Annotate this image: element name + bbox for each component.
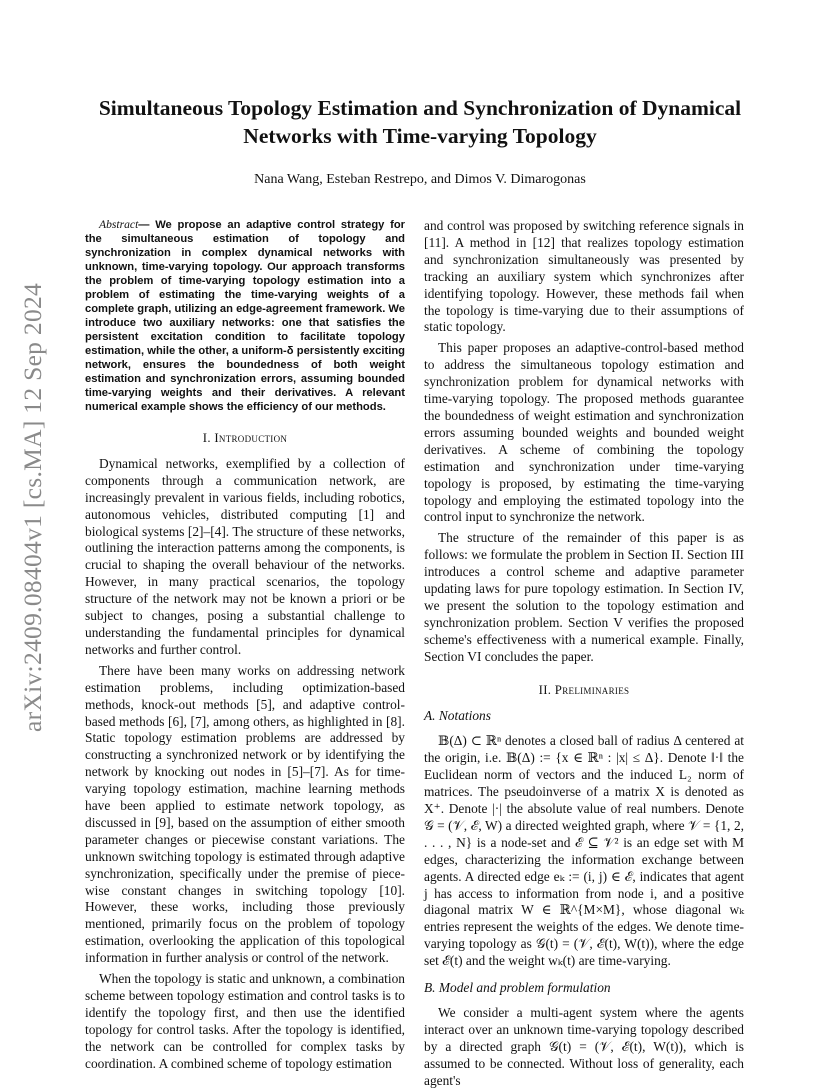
intro-paragraph-6: The structure of the remainder of this paper is as follows: we formulate the problem in Section II. Section III introduces a control scheme and adaptive parameter updating laws for pure topology estimation. In Section IV, we present the solution to the topology estimation and synchronization problem. Section V verifies the proposed scheme's effectiveness with a numerical example. Finally, Section VI concludes the paper.	[424, 530, 744, 664]
intro-paragraph-4: and control was proposed by switching reference signals in [11]. A method in [12] that realizes topology estimation and synchronization simultaneously was presented by tracking an auxiliary system which synchronizes after identifying topology. However, these methods fail when the topology is time-varying due to their assumptions of static topology.	[424, 218, 744, 335]
right-column	[424, 218, 744, 1090]
abstract-dash: —	[138, 219, 156, 231]
left-column	[85, 218, 405, 1073]
subsection-heading-model: B. Model and problem formulation	[424, 980, 611, 996]
arxiv-identifier-text: arXiv:2409.08404v1 [cs.MA] 12 Sep 2024	[18, 282, 47, 732]
paper-authors: Nana Wang, Esteban Restrepo, and Dimos V. Dimarogonas	[254, 172, 586, 187]
arxiv-identifier-stamp	[14, 280, 54, 740]
section-heading-preliminaries: II. Preliminaries	[538, 682, 630, 697]
abstract-label: Abstract	[99, 218, 139, 231]
paper-title: Simultaneous Topology Estimation and Synchronization of Dynamical Networks with Time-varying Topology	[98, 96, 742, 148]
subsection-heading-notations: A. Notations	[424, 708, 491, 724]
abstract	[85, 218, 405, 414]
intro-paragraph-3: When the topology is static and unknown, a combination scheme between topology estimation and control tasks is to identify the topology first, and then use the identified topology for control tasks. After the topology is identified, the network can be controlled for complex tasks by coordination. A combined scheme of topology estimation	[85, 971, 405, 1071]
model-paragraph: We consider a multi-agent system where the agents interact over an unknown time-varying topology described by a directed graph 𝒢(t) = (𝒱, ℰ(t), W(t)), which is assumed to be connected. Without loss of generality, each agent's	[424, 1004, 744, 1088]
notations-paragraph: 𝔹(Δ) ⊂ ℝⁿ denotes a closed ball of radius Δ centered at the origin, i.e. 𝔹(Δ) := {x ∈ ℝⁿ : |x| ≤ Δ}. Denote ‖·‖ the Euclidean norm of vectors and the induced L₂ norm of matrices. The pseudoinverse of a matrix X is denoted as X⁺. Denote |·| the absolute value of real numbers. Denote 𝒢 = (𝒱, ℰ, W) a directed weighted graph, where 𝒱 = {1, 2, . . . , N} is a node-set and ℰ ⊆ 𝒱² is an edge set with M edges, characterizing the information exchange between agents. A directed edge eₖ := (i, j) ∈ ℰ, indicates that agent j has access to information from node i, and a positive diagonal matrix W ∈ ℝ^{M×M}, whose diagonal wₖ entries represent the weights of the edges. We denote time-varying topology as 𝒢(t) = (𝒱, ℰ(t), W(t)), where the edge set ℰ(t) and the weight wₖ(t) are time-varying.	[424, 733, 744, 969]
intro-paragraph-5: This paper proposes an adaptive-control-based method to address the simultaneous topology estimation and synchronization problem for dynamical networks with time-varying topology. The proposed methods guarantee the boundedness of weight estimation and synchronization errors assuming bounded weights and bounded weight derivatives. A scheme of combining the topology estimation and synchronization under time-varying topology is proposed, by estimating the time-varying topology and employing the estimated topology into the control input to synchronize the network.	[424, 340, 744, 525]
intro-paragraph-2: There have been many works on addressing network estimation problems, including optimization-based methods, knock-out methods [5], and adaptive control-based methods [6], [7], among others, as highlighted in [8]. Static topology estimation problems are addressed by constructing a synchronized network or by identifying the network by knocking out nodes in [5]–[7]. As for time-varying topology estimation, machine learning methods have been applied to estimate network topology, as discussed in [9], based on the assumption of either smooth parameter changes or piecewise constant variations. The unknown switching topology is estimated through adaptive synchronization, specifically under the premise of piece-wise constant changes in switching topology [10]. However, these works, including those previously mentioned, primarily focus on the problem of topology estimation, overlooking the application of this topological information in further analysis or control of the network.	[85, 662, 405, 966]
intro-paragraph-1: Dynamical networks, exemplified by a collection of components through a communication network, are increasingly prevalent in various fields, including robotics, autonomous vehicles, distributed computing [1] and biological systems [2]–[4]. The structure of these networks, outlining the interaction patterns among the components, is crucial to shaping the overall behaviour of the networks. However, in many practical scenarios, the topology structure of the network may not be known a priori or be subject to changes, posing a substantial challenge to understanding the fundamental principles for dynamical networks and further control.	[85, 455, 405, 657]
section-heading-introduction: I. Introduction	[202, 431, 288, 445]
abstract-text: We propose an adaptive control strategy for the simultaneous estimation of topology and synchronization in complex dynamical networks with unknown, time-varying topology. Our approach transforms the problem of time-varying topology estimation into a problem of estimating the time-varying weights of a complete graph, utilizing an edge-agreement framework. We introduce two auxiliary networks: one that satisfies the persistent excitation condition to facilitate topology estimation, while the other, a uniform-δ persistently exciting network, ensures the boundedness of both weight estimation and synchronization errors, assuming bounded time-varying weights and their derivatives. A relevant numerical example shows the efficiency of our methods.	[85, 219, 406, 413]
